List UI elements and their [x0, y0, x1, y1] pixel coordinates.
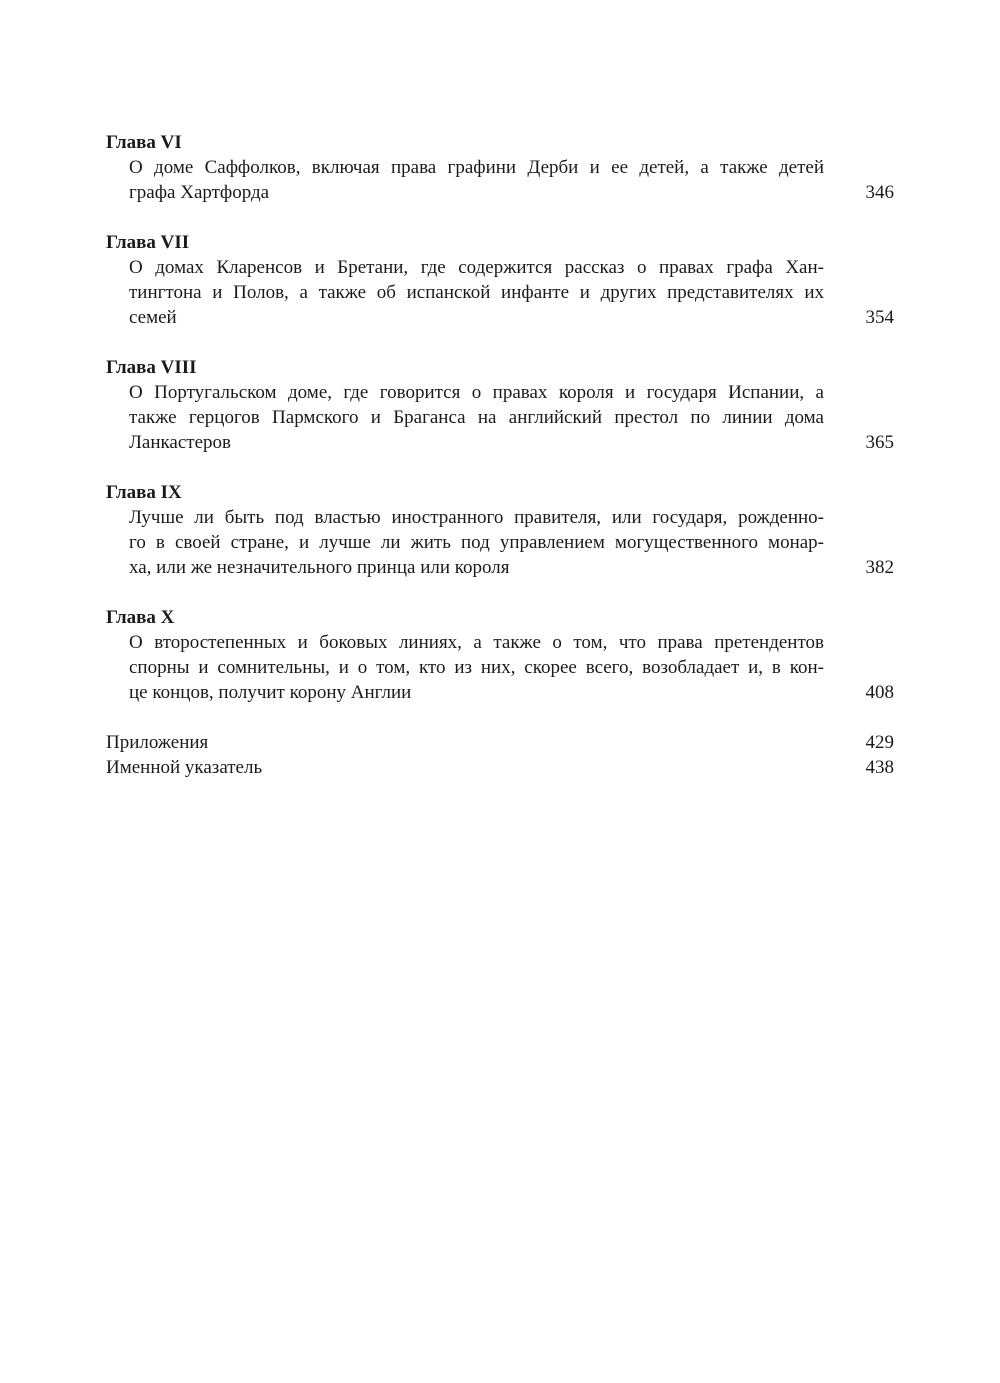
- chapter-title: Глава VII: [106, 232, 190, 253]
- description-line: О домах Кларенсов и Бретани, где содержится рассказ о правах графа Хан-: [129, 257, 824, 278]
- chapter-title: Глава VI: [106, 132, 182, 153]
- chapter-title: Глава VIII: [106, 357, 197, 378]
- description-line: Лучше ли быть под властью иностранного правителя, или государя, рожденно-: [129, 507, 824, 528]
- toc-appendix-row: [106, 730, 894, 755]
- chapter-title: Глава IX: [106, 482, 182, 503]
- description-line: О второстепенных и боковых линиях, а также о том, что права претендентов: [129, 632, 824, 653]
- chapter-description: [106, 255, 894, 330]
- description-line: Ланкастеров: [129, 432, 232, 453]
- page-number: 408: [865, 682, 894, 703]
- page-number: 429: [865, 732, 894, 753]
- description-line: го в своей стране, и лучше ли жить под управлением могущественного монар-: [129, 532, 824, 553]
- description-line: ха, или же незначительного принца или короля: [129, 557, 510, 578]
- chapter-description: [106, 505, 894, 580]
- description-line: О Португальском доме, где говорится о правах короля и государя Испании, а: [129, 382, 824, 403]
- description-line: также герцогов Пармского и Браганса на английский престол по линии дома: [129, 407, 824, 428]
- toc-index-row: [106, 755, 894, 780]
- table-of-contents: [106, 130, 894, 780]
- description-line: тингтона и Полов, а также об испанской инфанте и других представителях их: [129, 282, 824, 303]
- page-number: 382: [865, 557, 894, 578]
- page-number: 365: [865, 432, 894, 453]
- toc-chapter-7: [106, 230, 894, 330]
- chapter-description: [106, 630, 894, 705]
- description-line: спорны и сомнительны, и о том, кто из них, скорее всего, возобладает и, в кон-: [129, 657, 824, 678]
- toc-chapter-6: [106, 130, 894, 205]
- page-number: 438: [865, 757, 894, 778]
- index-label: Именной указатель: [106, 757, 263, 778]
- appendix-label: Приложения: [106, 732, 209, 753]
- chapter-description: [106, 155, 894, 205]
- description-line: О доме Саффолков, включая права графини Дерби и ее детей, а также детей: [129, 157, 824, 178]
- toc-chapter-9: [106, 480, 894, 580]
- page-number: 346: [865, 182, 894, 203]
- toc-chapter-10: [106, 605, 894, 705]
- chapter-title: Глава X: [106, 607, 175, 628]
- description-line: графа Хартфорда: [129, 182, 270, 203]
- toc-back-matter: [106, 730, 894, 780]
- description-line: це концов, получит корону Англии: [129, 682, 412, 703]
- toc-chapter-8: [106, 355, 894, 455]
- chapter-description: [106, 380, 894, 455]
- description-line: семей: [129, 307, 177, 328]
- page-number: 354: [865, 307, 894, 328]
